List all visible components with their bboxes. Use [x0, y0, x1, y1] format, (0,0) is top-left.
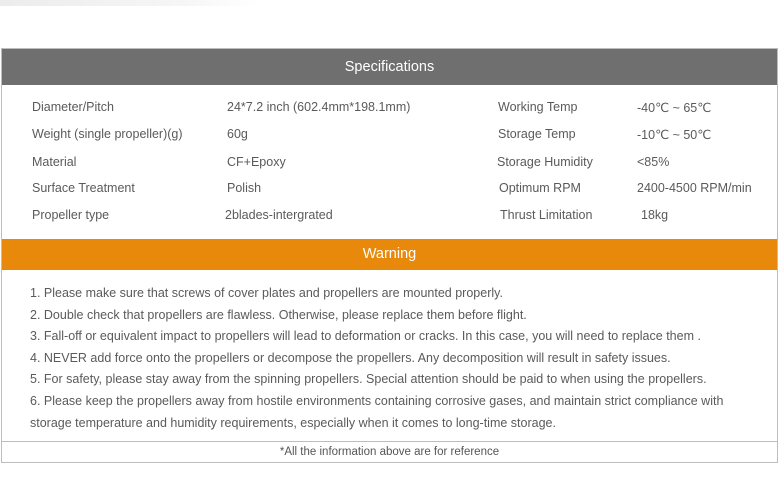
warning-title: Warning [362, 246, 417, 262]
specifications-header [2, 49, 777, 85]
spec-value-right: -10℃ ~ 50℃ [637, 128, 712, 142]
spec-value-right: 18kg [641, 208, 669, 222]
spec-value: Polish [227, 181, 262, 195]
spec-value-right: <85% [637, 155, 670, 169]
warning-item: 5. For safety, please stay away from the spinning propellers. Special attention should be paid to when using the propellers. [30, 372, 707, 387]
warning-header [2, 239, 777, 270]
spec-value-right: -40℃ ~ 65℃ [637, 101, 712, 115]
faded-top-bar [0, 0, 260, 6]
spec-label: Weight (single propeller)(g) [32, 127, 183, 141]
warning-item: 1. Please make sure that screws of cover plates and propellers are mounted properly. [30, 286, 503, 300]
spec-value-right: 2400-4500 RPM/min [637, 181, 752, 195]
warning-item: 6. Please keep the propellers away from hostile environments containing corrosive gases, and maintain strict compliance with [30, 393, 724, 408]
spec-label-right: Storage Humidity [497, 155, 593, 169]
spec-value: 60g [227, 127, 248, 141]
warning-item: 2. Double check that propellers are flawless. Otherwise, please replace them before flight. [30, 307, 527, 322]
specifications-table [2, 85, 777, 239]
warning-list [2, 270, 777, 434]
spec-label: Surface Treatment [32, 181, 135, 195]
warning-item: 4. NEVER add force onto the propellers or decompose the propellers. Any decomposition will result in safety issues. [30, 350, 671, 365]
warning-item: 3. Fall-off or equivalent impact to propellers will lead to deformation or cracks. In this case, you will need to replace them . [30, 329, 701, 344]
spec-label-right: Thrust Limitation [500, 208, 593, 222]
spec-label: Material [32, 155, 77, 169]
reference-note-text: *All the information above are for reference [279, 446, 500, 458]
warning-item-continuation: storage temperature and humidity requirements, especially when it comes to long-time storage. [30, 415, 556, 430]
specifications-title: Specifications [344, 59, 435, 75]
spec-label: Propeller type [32, 208, 110, 222]
spec-value: CF+Epoxy [227, 155, 286, 169]
spec-label-right: Optimum RPM [499, 181, 581, 195]
reference-note [2, 441, 777, 462]
spec-value: 2blades-intergrated [225, 208, 333, 222]
spec-label: Diameter/Pitch [32, 100, 114, 114]
spec-label-right: Storage Temp [498, 127, 576, 141]
spec-card [1, 48, 778, 463]
spec-value: 24*7.2 inch (602.4mm*198.1mm) [227, 100, 411, 114]
spec-label-right: Working Temp [498, 100, 578, 114]
